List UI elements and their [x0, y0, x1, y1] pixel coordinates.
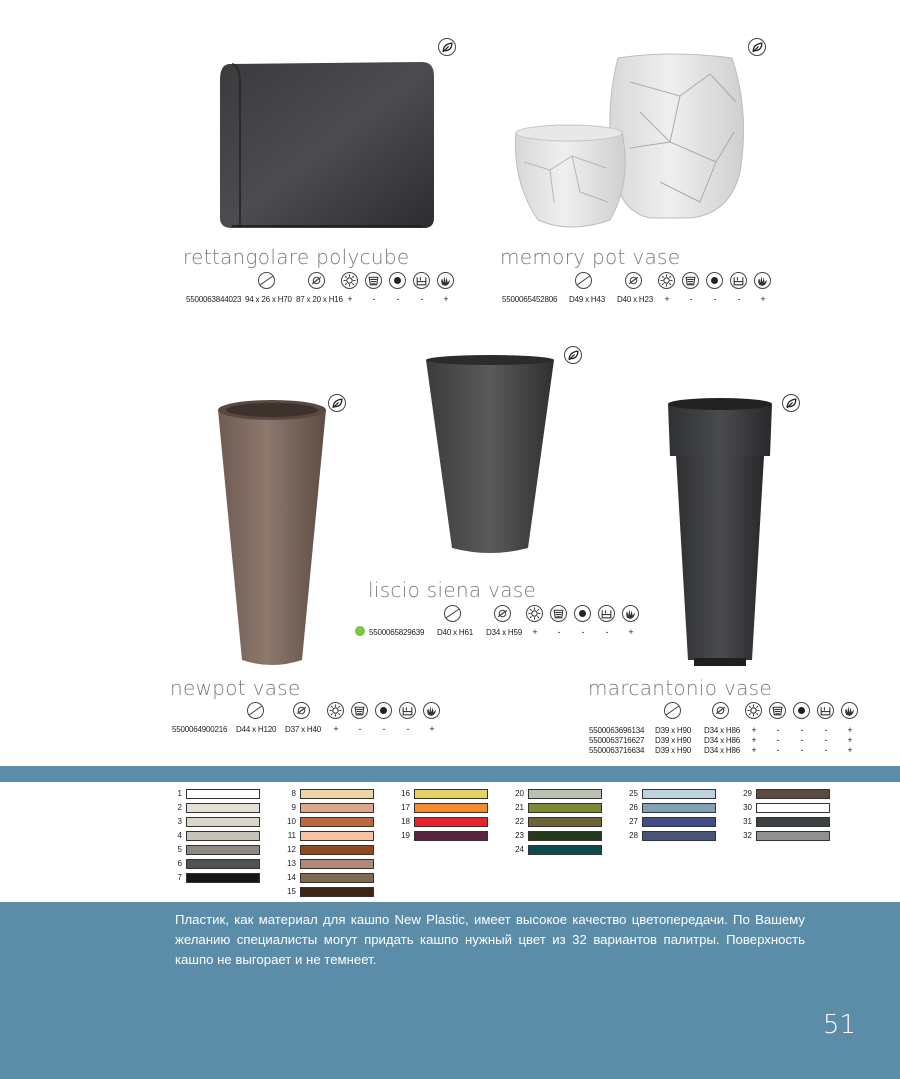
spec-mark: - [800, 725, 804, 735]
diameter-icon [444, 605, 461, 622]
diameter-icon [664, 702, 681, 719]
color-swatch [300, 789, 374, 799]
diameter-reservoir-icon [625, 272, 642, 289]
product-code: 5500063844023 [186, 295, 242, 304]
swatch-number: 4 [177, 831, 182, 840]
color-swatch [300, 873, 374, 883]
leaf-icon [438, 38, 456, 56]
spec-mark: + [443, 294, 449, 304]
hand-paint-icon [841, 702, 858, 719]
product-size-2: D34 x H86 [704, 746, 740, 755]
product-size-1: D39 x H90 [655, 736, 691, 745]
color-swatch [414, 817, 488, 827]
eco-dot [355, 626, 365, 636]
swatch-number: 7 [177, 873, 182, 882]
hand-paint-icon [622, 605, 639, 622]
spec-mark: - [824, 725, 828, 735]
leaf-icon [782, 394, 800, 412]
product-size-2: 87 x 20 x H16 [296, 295, 343, 304]
spec-mark: - [358, 724, 362, 734]
swatch-number: 26 [629, 803, 638, 812]
diameter-icon [575, 272, 592, 289]
self-watering-icon [413, 272, 430, 289]
swatch-number: 20 [515, 789, 524, 798]
swatch-number: 6 [177, 859, 182, 868]
sun-resistant-icon [745, 702, 762, 719]
color-swatch [300, 845, 374, 855]
swatch-number: 1 [177, 789, 182, 798]
swatch-number: 3 [177, 817, 182, 826]
color-swatch [186, 789, 260, 799]
swatch-number: 9 [291, 803, 296, 812]
reservoir-icon [375, 702, 392, 719]
spec-mark: - [557, 627, 561, 637]
spec-mark: + [760, 294, 766, 304]
color-swatch [528, 803, 602, 813]
spec-mark: + [532, 627, 538, 637]
swatch-number: 25 [629, 789, 638, 798]
diameter-icon [258, 272, 275, 289]
diameter-reservoir-icon [308, 272, 325, 289]
product-size-2: D34 x H86 [704, 726, 740, 735]
diameter-reservoir-icon [293, 702, 310, 719]
product-size-1: D49 x H43 [569, 295, 605, 304]
product-code: 5500065452806 [502, 295, 558, 304]
spec-mark: - [605, 627, 609, 637]
color-swatch [642, 803, 716, 813]
product-size-1: D39 x H90 [655, 746, 691, 755]
marcantonio-image [664, 396, 776, 670]
spec-mark: - [382, 724, 386, 734]
spec-mark: + [347, 294, 353, 304]
spec-mark: + [847, 745, 853, 755]
product-size-2: D34 x H59 [486, 628, 522, 637]
spec-mark: - [800, 745, 804, 755]
hand-paint-icon [754, 272, 771, 289]
swatch-number: 15 [287, 887, 296, 896]
swatch-number: 5 [177, 845, 182, 854]
product-title-newpot: newpot vase [170, 676, 301, 700]
spec-mark: - [824, 735, 828, 745]
product-title-marcantonio: marcantonio vase [588, 676, 772, 700]
hand-paint-icon [437, 272, 454, 289]
spec-mark: - [713, 294, 717, 304]
swatch-number: 8 [291, 789, 296, 798]
product-title-liscio-siena: liscio siena vase [368, 578, 537, 602]
product-code: 5500063696134 [589, 726, 645, 735]
leaf-icon [328, 394, 346, 412]
page-number: 51 [822, 1010, 856, 1040]
sun-resistant-icon [341, 272, 358, 289]
color-swatch [186, 831, 260, 841]
product-title-polycube: rettangolare polycube [183, 245, 410, 269]
swatch-number: 22 [515, 817, 524, 826]
product-code: 5500063716634 [589, 746, 645, 755]
color-swatch [642, 817, 716, 827]
self-watering-icon [817, 702, 834, 719]
spec-mark: - [776, 735, 780, 745]
color-swatch [186, 803, 260, 813]
diameter-reservoir-icon [712, 702, 729, 719]
product-code: 5500064900216 [172, 725, 228, 734]
diameter-reservoir-icon [494, 605, 511, 622]
color-swatch [528, 817, 602, 827]
swatch-number: 2 [177, 803, 182, 812]
color-swatch [300, 831, 374, 841]
newpot-image [214, 398, 330, 670]
product-size-1: D44 x H120 [236, 725, 277, 734]
frost-resistant-icon [682, 272, 699, 289]
frost-resistant-icon [351, 702, 368, 719]
product-size-1: D40 x H61 [437, 628, 473, 637]
color-swatch [756, 817, 830, 827]
color-swatch [414, 803, 488, 813]
sun-resistant-icon [658, 272, 675, 289]
swatch-number: 18 [401, 817, 410, 826]
color-swatch [528, 789, 602, 799]
color-swatch [300, 803, 374, 813]
sun-resistant-icon [526, 605, 543, 622]
self-watering-icon [730, 272, 747, 289]
color-swatch [528, 845, 602, 855]
spec-mark: + [847, 725, 853, 735]
liscio-siena-image [424, 354, 556, 558]
product-size-2: D40 x H23 [617, 295, 653, 304]
spec-mark: - [737, 294, 741, 304]
self-watering-icon [598, 605, 615, 622]
hand-paint-icon [423, 702, 440, 719]
spec-mark: - [800, 735, 804, 745]
spec-mark: + [751, 735, 757, 745]
product-title-memory-pot: memory pot vase [500, 245, 681, 269]
swatch-number: 12 [287, 845, 296, 854]
swatch-number: 10 [287, 817, 296, 826]
spec-mark: + [847, 735, 853, 745]
product-size-2: D34 x H86 [704, 736, 740, 745]
frost-resistant-icon [769, 702, 786, 719]
color-swatch [186, 817, 260, 827]
frost-resistant-icon [550, 605, 567, 622]
polycube-image [218, 60, 438, 230]
spec-mark: + [751, 745, 757, 755]
color-swatch [300, 817, 374, 827]
color-swatch [756, 789, 830, 799]
color-swatch [414, 831, 488, 841]
swatch-number: 23 [515, 831, 524, 840]
product-size-1: 94 x 26 x H70 [245, 295, 292, 304]
spec-mark: - [689, 294, 693, 304]
color-swatch [756, 831, 830, 841]
spec-mark: + [333, 724, 339, 734]
swatch-number: 19 [401, 831, 410, 840]
spec-mark: - [824, 745, 828, 755]
self-watering-icon [399, 702, 416, 719]
frost-resistant-icon [365, 272, 382, 289]
swatch-number: 17 [401, 803, 410, 812]
product-size-1: D39 x H90 [655, 726, 691, 735]
description-text: Пластик, как материал для кашпо New Plastic, имеет высокое качество цветопередачи. По Вашему желанию специалисты могут придать кашпо нужный цвет из 32 вариантов палитры. Поверхность кашпо не выгорает и не темнеет. [175, 912, 805, 967]
swatch-number: 16 [401, 789, 410, 798]
swatch-number: 13 [287, 859, 296, 868]
reservoir-icon [706, 272, 723, 289]
color-swatch [186, 873, 260, 883]
product-code: 5500065829639 [369, 628, 425, 637]
swatch-number: 27 [629, 817, 638, 826]
color-swatch [300, 859, 374, 869]
spec-mark: - [406, 724, 410, 734]
swatch-number: 24 [515, 845, 524, 854]
color-swatch [414, 789, 488, 799]
spec-mark: + [628, 627, 634, 637]
color-swatch [186, 845, 260, 855]
spec-mark: - [776, 745, 780, 755]
swatch-number: 29 [743, 789, 752, 798]
swatch-number: 30 [743, 803, 752, 812]
reservoir-icon [389, 272, 406, 289]
sun-resistant-icon [327, 702, 344, 719]
decorative-band-top [0, 766, 900, 782]
spec-mark: - [396, 294, 400, 304]
diameter-icon [247, 702, 264, 719]
color-swatch [186, 859, 260, 869]
reservoir-icon [793, 702, 810, 719]
spec-mark: - [581, 627, 585, 637]
color-swatch [300, 887, 374, 897]
leaf-icon [564, 346, 582, 364]
color-swatch [642, 789, 716, 799]
swatch-number: 21 [515, 803, 524, 812]
color-swatch [756, 803, 830, 813]
color-swatch [642, 831, 716, 841]
spec-mark: + [664, 294, 670, 304]
swatch-number: 31 [743, 817, 752, 826]
spec-mark: - [420, 294, 424, 304]
swatch-number: 32 [743, 831, 752, 840]
color-swatch [528, 831, 602, 841]
swatch-number: 14 [287, 873, 296, 882]
spec-mark: - [372, 294, 376, 304]
memory-pot-image [510, 52, 750, 232]
reservoir-icon [574, 605, 591, 622]
leaf-icon [748, 38, 766, 56]
swatch-number: 28 [629, 831, 638, 840]
spec-mark: + [429, 724, 435, 734]
spec-mark: - [776, 725, 780, 735]
spec-mark: + [751, 725, 757, 735]
swatch-number: 11 [287, 831, 296, 840]
product-size-2: D37 x H40 [285, 725, 321, 734]
product-code: 5500063716627 [589, 736, 645, 745]
